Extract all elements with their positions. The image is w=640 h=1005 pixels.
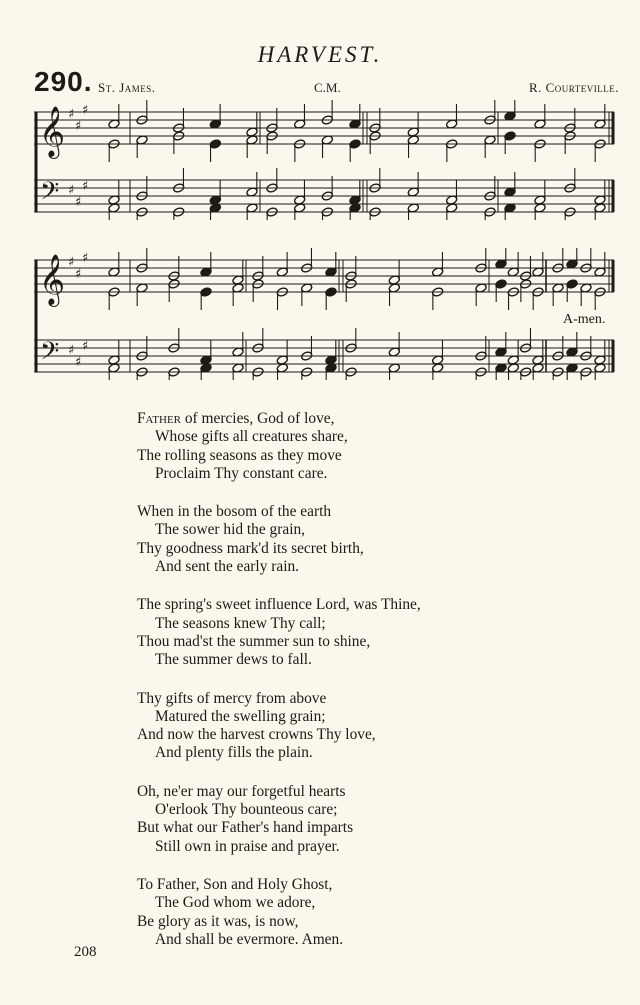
verse-first-word: Father: [137, 410, 182, 427]
bass-clef-icon: 𝄢: [40, 337, 60, 372]
stanza: [137, 503, 597, 576]
hymn-header: [34, 66, 619, 96]
verse-line: Still own in praise and prayer.: [155, 837, 340, 855]
bass-clef-icon: 𝄢: [40, 177, 60, 212]
sharp-icon: ♯: [82, 103, 89, 118]
verse-line: Proclaim Thy constant care.: [155, 464, 328, 482]
verse-line: Thy goodness mark'd its secret birth,: [137, 539, 364, 557]
sharp-icon: ♯: [82, 339, 89, 354]
hymn-number: 290.: [34, 66, 93, 97]
stanza: [137, 596, 597, 669]
music-staves-2: [34, 248, 618, 380]
sharp-icon: ♯: [82, 251, 89, 266]
verse-line: And plenty fills the plain.: [155, 744, 313, 762]
verse-line: O'erlook Thy bounteous care;: [155, 801, 338, 819]
verse-line: Whose gifts all creatures share,: [155, 428, 348, 446]
verse-text: of mercies, God of love,: [181, 410, 335, 427]
tune-name: St. James.: [98, 80, 156, 95]
amen-label: A-men.: [563, 312, 606, 327]
sharp-icon: ♯: [68, 183, 75, 198]
stanza: [137, 783, 597, 856]
sharp-icon: ♯: [68, 343, 75, 358]
music-system-2: [34, 248, 618, 380]
verse-line: The seasons knew Thy call;: [155, 614, 326, 632]
hymn-meter: C.M.: [314, 80, 341, 95]
verse-line: Oh, ne'er may our forgetful hearts: [137, 782, 346, 800]
sharp-icon: ♯: [68, 107, 75, 122]
music-staves-1: [34, 100, 618, 220]
sharp-icon: ♯: [68, 255, 75, 270]
section-title: HARVEST.: [257, 42, 383, 67]
verse-line: Be glory as it was, is now,: [137, 912, 299, 930]
verse-line: The summer dews to fall.: [155, 651, 312, 669]
verse-line: When in the bosom of the earth: [137, 503, 332, 521]
treble-clef-icon: 𝄞: [39, 106, 66, 157]
verse-line: But what our Father's hand imparts: [137, 819, 354, 837]
verse-line: Thou mad'st the summer sun to shine,: [137, 632, 371, 650]
stanza: [137, 690, 597, 763]
sharp-icon: ♯: [75, 267, 82, 282]
verse-line: [137, 410, 597, 428]
verse-line: And sent the early rain.: [155, 558, 300, 576]
verse-line: And now the harvest crowns Thy love,: [137, 726, 376, 744]
verse-line: To Father, Son and Holy Ghost,: [137, 875, 333, 893]
stanza: [137, 876, 597, 949]
verse-line: Thy gifts of mercy from above: [137, 689, 327, 707]
sharp-icon: ♯: [75, 195, 82, 210]
verse-line: The sower hid the grain,: [155, 521, 306, 539]
verse-line: The God whom we adore,: [155, 894, 316, 912]
verse-line: The rolling seasons as they move: [137, 446, 342, 464]
stanza: [137, 410, 597, 483]
sharp-icon: ♯: [75, 355, 82, 370]
music-system-1: [34, 100, 618, 220]
treble-clef-icon: 𝄞: [39, 254, 66, 305]
verse-line: The spring's sweet influence Lord, was Thine,: [137, 596, 421, 614]
hymn-verses: [137, 410, 597, 969]
sharp-icon: ♯: [75, 119, 82, 134]
sharp-icon: ♯: [82, 179, 89, 194]
verse-line: And shall be evermore. Amen.: [155, 930, 344, 948]
verse-line: Matured the swelling grain;: [155, 707, 326, 725]
composer-name: R. Courteville.: [528, 80, 619, 95]
page-number: 208: [74, 944, 97, 960]
